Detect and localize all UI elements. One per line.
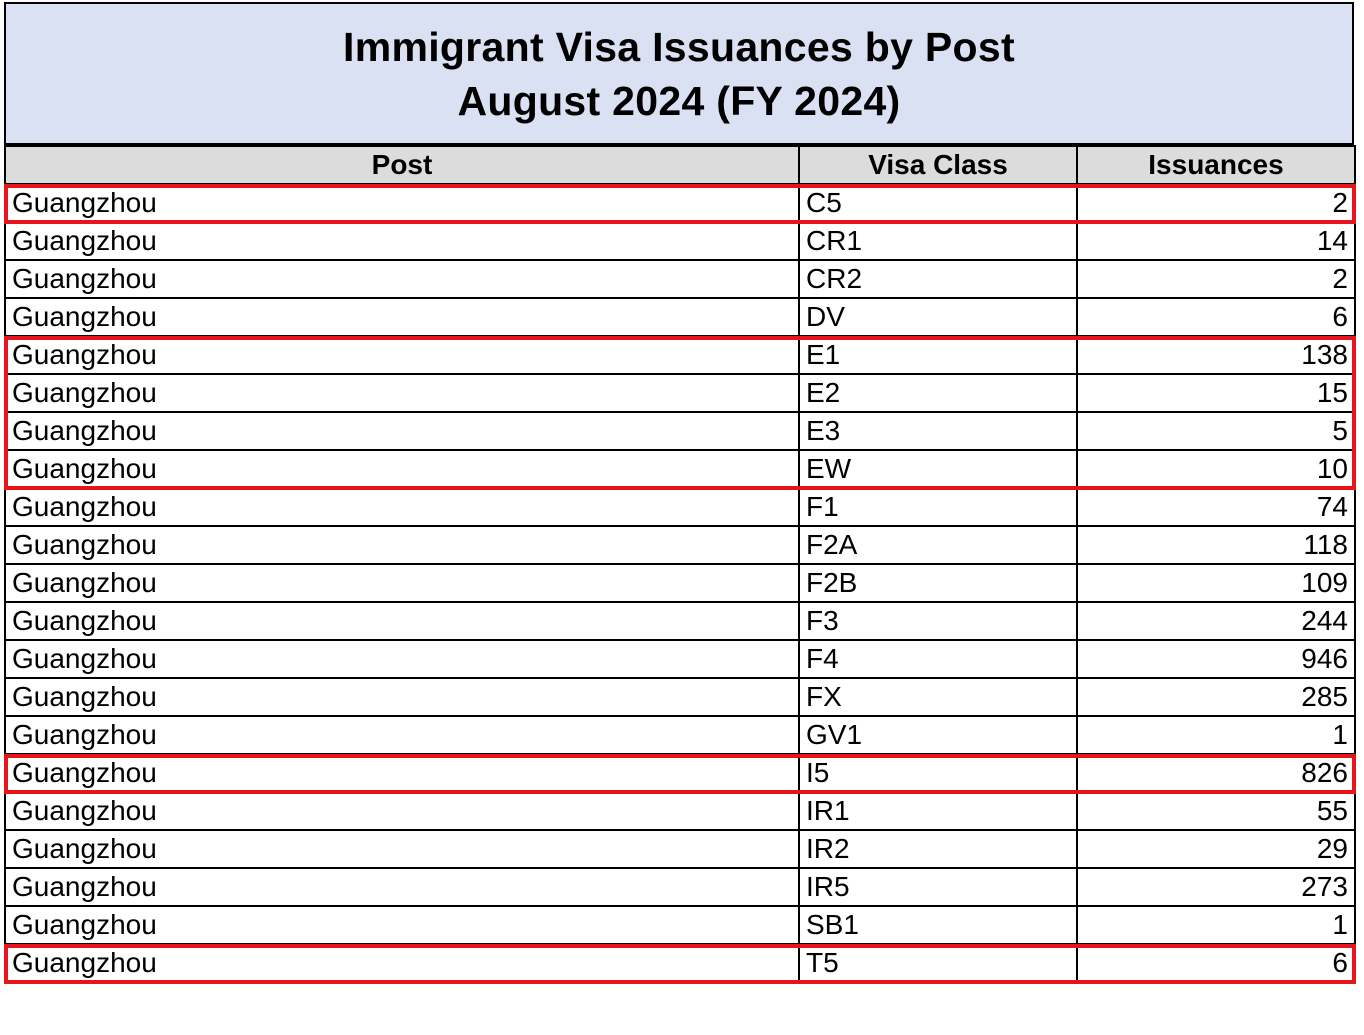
cell-post: Guangzhou — [5, 222, 799, 260]
cell-visa-class: F3 — [799, 602, 1077, 640]
cell-issuances: 29 — [1077, 830, 1355, 868]
table-row — [5, 716, 1355, 754]
cell-post: Guangzhou — [5, 678, 799, 716]
table-row — [5, 602, 1355, 640]
cell-post: Guangzhou — [5, 602, 799, 640]
cell-post: Guangzhou — [5, 944, 799, 982]
cell-visa-class: GV1 — [799, 716, 1077, 754]
cell-issuances: 2 — [1077, 260, 1355, 298]
cell-issuances: 109 — [1077, 564, 1355, 602]
cell-post: Guangzhou — [5, 488, 799, 526]
cell-post: Guangzhou — [5, 640, 799, 678]
cell-post: Guangzhou — [5, 374, 799, 412]
cell-issuances: 74 — [1077, 488, 1355, 526]
cell-visa-class: T5 — [799, 944, 1077, 982]
table-row — [5, 336, 1355, 374]
column-header-post: Post — [5, 146, 799, 184]
table-row — [5, 906, 1355, 944]
cell-post: Guangzhou — [5, 716, 799, 754]
cell-issuances: 826 — [1077, 754, 1355, 792]
cell-visa-class: DV — [799, 298, 1077, 336]
title-line-1: Immigrant Visa Issuances by Post — [343, 23, 1015, 70]
cell-visa-class: C5 — [799, 184, 1077, 222]
table-row — [5, 640, 1355, 678]
header-row — [5, 146, 1355, 184]
cell-visa-class: IR2 — [799, 830, 1077, 868]
cell-visa-class: FX — [799, 678, 1077, 716]
title-banner — [4, 2, 1354, 145]
table-row — [5, 526, 1355, 564]
cell-issuances: 244 — [1077, 602, 1355, 640]
cell-visa-class: F2B — [799, 564, 1077, 602]
cell-visa-class: F4 — [799, 640, 1077, 678]
cell-issuances: 5 — [1077, 412, 1355, 450]
cell-issuances: 6 — [1077, 298, 1355, 336]
cell-visa-class: F1 — [799, 488, 1077, 526]
cell-post: Guangzhou — [5, 564, 799, 602]
column-header-issuances: Issuances — [1077, 146, 1355, 184]
cell-visa-class: SB1 — [799, 906, 1077, 944]
table-row — [5, 678, 1355, 716]
cell-issuances: 946 — [1077, 640, 1355, 678]
cell-issuances: 55 — [1077, 792, 1355, 830]
cell-issuances: 138 — [1077, 336, 1355, 374]
cell-visa-class: IR5 — [799, 868, 1077, 906]
table-row — [5, 868, 1355, 906]
cell-post: Guangzhou — [5, 868, 799, 906]
table-body — [5, 184, 1355, 982]
cell-post: Guangzhou — [5, 450, 799, 488]
table-row — [5, 830, 1355, 868]
cell-visa-class: E2 — [799, 374, 1077, 412]
cell-issuances: 1 — [1077, 716, 1355, 754]
table-row — [5, 754, 1355, 792]
cell-post: Guangzhou — [5, 412, 799, 450]
cell-post: Guangzhou — [5, 336, 799, 374]
cell-visa-class: EW — [799, 450, 1077, 488]
table-row — [5, 792, 1355, 830]
table-row — [5, 412, 1355, 450]
cell-issuances: 15 — [1077, 374, 1355, 412]
cell-post: Guangzhou — [5, 792, 799, 830]
cell-visa-class: I5 — [799, 754, 1077, 792]
cell-visa-class: E1 — [799, 336, 1077, 374]
cell-visa-class: E3 — [799, 412, 1077, 450]
issuances-table — [4, 145, 1356, 983]
title-line-2: August 2024 (FY 2024) — [457, 77, 901, 124]
cell-post: Guangzhou — [5, 906, 799, 944]
cell-post: Guangzhou — [5, 184, 799, 222]
cell-issuances: 1 — [1077, 906, 1355, 944]
cell-post: Guangzhou — [5, 754, 799, 792]
spreadsheet — [4, 2, 1354, 1033]
table-row — [5, 564, 1355, 602]
cell-issuances: 6 — [1077, 944, 1355, 982]
cell-issuances: 118 — [1077, 526, 1355, 564]
cell-visa-class: F2A — [799, 526, 1077, 564]
table-row — [5, 298, 1355, 336]
cell-issuances: 2 — [1077, 184, 1355, 222]
cell-post: Guangzhou — [5, 260, 799, 298]
table-row — [5, 260, 1355, 298]
cell-visa-class: CR1 — [799, 222, 1077, 260]
cell-visa-class: IR1 — [799, 792, 1077, 830]
cell-issuances: 10 — [1077, 450, 1355, 488]
column-header-visa-class: Visa Class — [799, 146, 1077, 184]
cell-issuances: 273 — [1077, 868, 1355, 906]
table-row — [5, 374, 1355, 412]
table-row — [5, 184, 1355, 222]
cell-visa-class: CR2 — [799, 260, 1077, 298]
cell-post: Guangzhou — [5, 298, 799, 336]
cell-post: Guangzhou — [5, 526, 799, 564]
cell-issuances: 14 — [1077, 222, 1355, 260]
cell-issuances: 285 — [1077, 678, 1355, 716]
table-row — [5, 488, 1355, 526]
table-row — [5, 222, 1355, 260]
table-row — [5, 450, 1355, 488]
cell-post: Guangzhou — [5, 830, 799, 868]
table-row — [5, 944, 1355, 982]
